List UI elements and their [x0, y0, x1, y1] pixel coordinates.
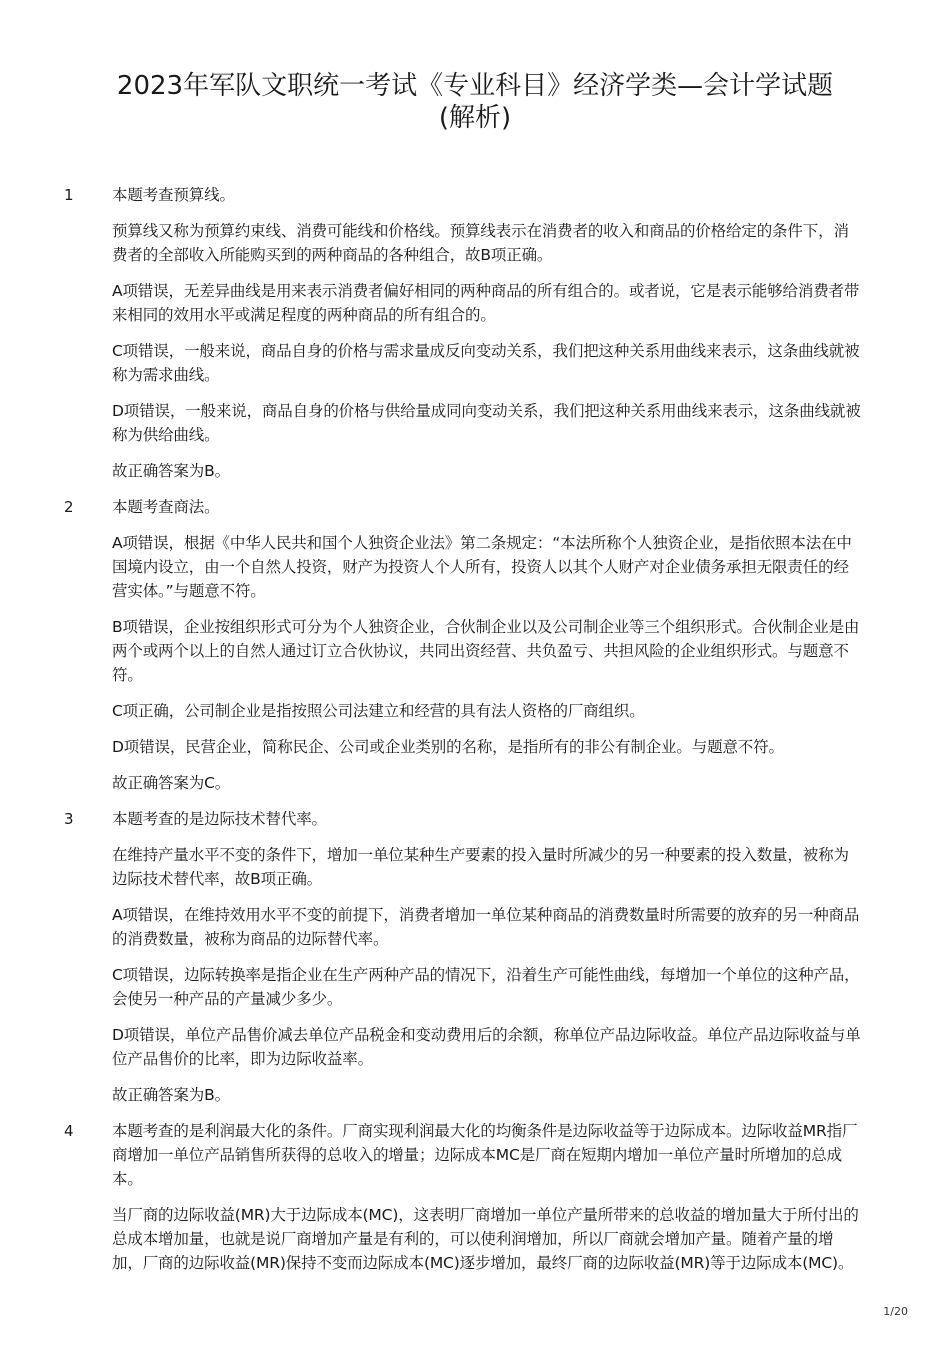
explanation-paragraph: C项正确，公司制企业是指按照公司法建立和经营的具有法人资格的厂商组织。 [112, 702, 645, 720]
question-topic: 本题考查的是利润最大化的条件。厂商实现利润最大化的均衡条件是边际收益等于边际成本。边际收益MR指厂商增加一单位产品销售所获得的总收入的增量；边际成本MC是厂商在短期内增加一单位产量时所增加的总成本。 [112, 1122, 858, 1188]
question-number: 4 [64, 1122, 74, 1140]
question-explanation [112, 807, 864, 1107]
explanation-paragraph: A项错误，在维持效用水平不变的前提下，消费者增加一单位某种商品的消费数量时所需要的放弃的另一种商品的消费数量，被称为商品的边际替代率。 [112, 906, 860, 948]
explanation-paragraph: 当厂商的边际收益(MR)大于边际成本(MC)，这表明厂商增加一单位产量所带来的总收益的增加量大于所付出的总成本增加量，也就是说厂商增加产量是有利的，可以使利润增加，所以厂商就会增加产量。随着产量的增加，厂商的边际收益(MR)保持不变而边际成本(MC)逐步增加，最终厂商的边际收益(MR)等于边际成本(MC)。 [112, 1206, 859, 1272]
title-line-2: (解析) [438, 103, 512, 133]
explanation-paragraph: D项错误，民营企业，简称民企、公司或企业类别的名称，是指所有的非公有制企业。与题意不符。 [112, 738, 784, 756]
explanation-paragraph: 在维持产量水平不变的条件下，增加一单位某种生产要素的投入量时所减少的另一种要素的投入数量，被称为边际技术替代率，故B项正确。 [112, 846, 849, 888]
question-number: 1 [64, 186, 74, 204]
question-explanation [112, 1119, 864, 1275]
question-number: 3 [64, 810, 74, 828]
explanation-paragraph: 故正确答案为B。 [112, 1086, 230, 1104]
question-topic: 本题考查商法。 [112, 498, 220, 516]
question-explanation [112, 495, 864, 795]
question-topic: 本题考查预算线。 [112, 186, 235, 204]
explanation-paragraph: A项错误，根据《中华人民共和国个人独资企业法》第二条规定：“本法所称个人独资企业，是指依照本法在中国境内设立，由一个自然人投资，财产为投资人个人所有，投资人以其个人财产对企业债务承担无限责任的经营实体。”与题意不符。 [112, 534, 852, 600]
question-explanation [112, 183, 864, 483]
question-block [0, 807, 950, 1107]
page-number: 1/20 [883, 1305, 908, 1318]
question-block [0, 1119, 950, 1275]
explanation-paragraph: C项错误，边际转换率是指企业在生产两种产品的情况下，沿着生产可能性曲线，每增加一个单位的这种产品，会使另一种产品的产量减少多少。 [112, 966, 860, 1008]
explanation-paragraph: 故正确答案为C。 [112, 774, 231, 792]
page-title [60, 70, 890, 134]
explanation-paragraph: 预算线又称为预算约束线、消费可能线和价格线。预算线表示在消费者的收入和商品的价格给定的条件下，消费者的全部收入所能购买到的两种商品的各种组合，故B项正确。 [112, 222, 849, 264]
question-list [0, 183, 950, 1287]
question-block [0, 183, 950, 483]
explanation-paragraph: B项错误，企业按组织形式可分为个人独资企业，合伙制企业以及公司制企业等三个组织形式。合伙制企业是由两个或两个以上的自然人通过订立合伙协议，共同出资经营、共负盈亏、共担风险的企业组织形式。与题意不符。 [112, 618, 860, 684]
explanation-paragraph: A项错误，无差异曲线是用来表示消费者偏好相同的两种商品的所有组合的。或者说，它是表示能够给消费者带来相同的效用水平或满足程度的两种商品的所有组合的。 [112, 282, 860, 324]
explanation-paragraph: D项错误，单位产品售价减去单位产品税金和变动费用后的余额，称单位产品边际收益。单位产品边际收益与单位产品售价的比率，即为边际收益率。 [112, 1026, 861, 1068]
question-topic: 本题考查的是边际技术替代率。 [112, 810, 327, 828]
explanation-paragraph: 故正确答案为B。 [112, 462, 230, 480]
explanation-paragraph: C项错误，一般来说，商品自身的价格与需求量成反向变动关系，我们把这种关系用曲线来表示，这条曲线就被称为需求曲线。 [112, 342, 860, 384]
explanation-paragraph: D项错误，一般来说，商品自身的价格与供给量成同向变动关系，我们把这种关系用曲线来表示，这条曲线就被称为供给曲线。 [112, 402, 861, 444]
question-number: 2 [64, 498, 74, 516]
question-block [0, 495, 950, 795]
title-line-1: 2023年军队文职统一考试《专业科目》经济学类—会计学试题 [116, 71, 834, 101]
